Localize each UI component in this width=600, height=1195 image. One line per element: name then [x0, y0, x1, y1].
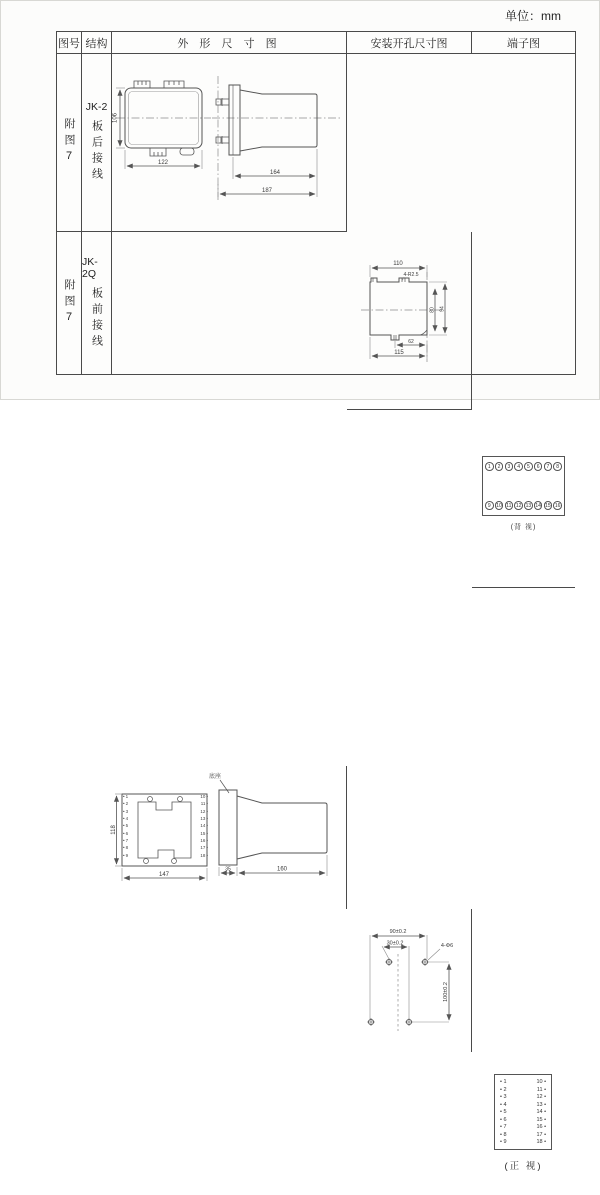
terminal-number: • 3 [500, 1094, 507, 1100]
row2-fig-no-cell [57, 232, 82, 375]
dim-mount-top-width: 110 [393, 261, 403, 267]
label-jk2q-mount-holes: 4-Φ6 [440, 943, 454, 949]
jk2q-terminal-box [494, 1074, 552, 1150]
jk2-side-view [216, 85, 317, 155]
terminal-column-left [500, 1079, 507, 1145]
terminal-number: • 3 [123, 808, 136, 815]
terminal-circle: 5 [524, 462, 533, 471]
dim-jk2q-mount-outer-width: 90±0.2 [389, 929, 407, 935]
dim-mount-bottom-width: 115 [394, 350, 404, 356]
terminal-row-top [485, 462, 562, 471]
terminal-number: • 6 [123, 830, 136, 837]
terminal-number: 17 • [194, 844, 208, 851]
terminal-number: 11 • [536, 1087, 546, 1093]
terminal-number: • 5 [500, 1109, 507, 1115]
row1-model: JK-2 [85, 101, 108, 113]
terminal-number: 13 • [536, 1102, 546, 1108]
terminal-number: 16 • [536, 1124, 546, 1130]
terminal-number: • 1 [500, 1079, 507, 1085]
terminal-circle: 14 [535, 503, 541, 510]
row1-outline-cell [112, 54, 347, 232]
terminal-number: 12 • [194, 808, 208, 815]
terminal-number: 13 • [194, 815, 208, 822]
dim-jk2q-mount-height: 100±0.2 [443, 982, 449, 1002]
terminal-circle: 9 [485, 501, 494, 510]
jk2-cutout-outline [370, 278, 427, 340]
terminal-number: • 7 [123, 837, 136, 844]
terminal-number: 14 • [536, 1109, 546, 1115]
row2-fig-no: 附图7 [63, 279, 75, 328]
terminal-number: 11 • [194, 800, 208, 807]
dim-jk2q-width: 147 [158, 872, 170, 878]
jk2-mounting-drawing [347, 232, 472, 410]
terminal-number: • 9 [500, 1139, 507, 1145]
jk2-terminal-box [482, 456, 565, 516]
header-fig-no: 图号 [57, 32, 82, 54]
terminal-circle: 12 [515, 503, 522, 510]
row1-terminal-cell [472, 410, 575, 588]
header-structure: 结构 [82, 32, 112, 54]
terminal-circle: 7 [544, 462, 553, 471]
row2-mounting-cell [347, 909, 472, 1052]
terminal-view-caption-rear: (背 视) [510, 524, 537, 531]
terminal-number: 15 • [536, 1117, 546, 1123]
row2-structure-cell [82, 232, 112, 375]
jk2-front-view [125, 81, 202, 156]
terminal-circle: 10 [496, 503, 502, 510]
terminal-column-right [536, 1079, 546, 1145]
jk2q-mounting-drawing [347, 909, 472, 1052]
dim-jk2-width: 122 [157, 160, 169, 166]
row1-structure-cell [82, 54, 112, 232]
terminal-circle: 8 [553, 462, 562, 471]
terminal-number: 16 • [194, 837, 208, 844]
header-mounting-dims: 安装开孔尺寸图 [347, 32, 472, 54]
terminal-number: • 7 [500, 1124, 507, 1130]
jk2-outline-drawing [112, 54, 347, 232]
terminal-number: 10 • [194, 793, 208, 800]
terminal-number: • 8 [500, 1132, 507, 1138]
terminal-circle: 15 [545, 503, 551, 510]
terminal-number: • 1 [123, 793, 136, 800]
terminal-number: • 2 [500, 1087, 507, 1093]
terminal-row-bottom [485, 501, 562, 510]
dim-jk2-height: 106 [112, 112, 119, 124]
dim-jk2-depth-total: 187 [261, 188, 273, 194]
terminal-circle: 11 [506, 503, 512, 510]
row2-outline-cell [112, 766, 347, 909]
row1-wiring: 板后接线 [90, 120, 103, 184]
terminal-circle: 13 [525, 503, 532, 510]
terminal-number: 14 • [194, 822, 208, 829]
row2-model: JK-2Q [82, 256, 98, 280]
label-mount-holes: 4-R2.5 [403, 272, 419, 278]
terminal-circle: 2 [495, 462, 504, 471]
terminal-circle: 1 [485, 462, 494, 471]
terminal-number: • 4 [123, 815, 136, 822]
terminal-number: • 5 [123, 822, 136, 829]
jk2q-right-terminal-numbers [194, 793, 208, 859]
dim-jk2q-base-depth: 35 [225, 866, 231, 873]
label-base: 底座 [208, 774, 222, 780]
terminal-circle: 4 [514, 462, 523, 471]
dim-mount-outer-height: 94 [439, 306, 446, 312]
terminal-number: 10 • [536, 1079, 546, 1085]
row2-wiring: 板前接线 [90, 287, 103, 351]
terminal-number: 12 • [536, 1094, 546, 1100]
dim-jk2-depth-inner: 164 [269, 170, 281, 176]
row2-terminal-cell [472, 1052, 575, 1195]
row1-mounting-cell [347, 232, 472, 410]
dim-jk2q-mount-inner-width: 30±0.2 [386, 940, 404, 947]
terminal-number: 18 • [194, 852, 208, 859]
terminal-number: • 2 [123, 800, 136, 807]
terminal-circle: 6 [534, 462, 543, 471]
terminal-number: • 4 [500, 1102, 507, 1108]
dim-mount-inner-height: 80 [429, 307, 436, 313]
terminal-number: • 9 [123, 852, 136, 859]
terminal-number: • 6 [500, 1117, 507, 1123]
row1-fig-no: 附图7 [63, 118, 75, 167]
terminal-number: 15 • [194, 830, 208, 837]
terminal-circle: 16 [554, 503, 561, 510]
terminal-view-caption-front: (正 视) [504, 1161, 543, 1172]
terminal-circle: 3 [505, 462, 514, 471]
terminal-number: 18 • [536, 1139, 546, 1145]
dim-mount-inner-width: 62 [408, 339, 414, 345]
terminal-number: 17 • [536, 1132, 546, 1138]
unit-label: 单位：mm [505, 9, 561, 23]
jk2q-left-terminal-numbers [123, 793, 136, 859]
header-outline-dims: 外 形 尺 寸 图 [112, 32, 347, 54]
terminal-number: • 8 [123, 844, 136, 851]
row1-fig-no-cell [57, 54, 82, 232]
spec-table [56, 31, 576, 1172]
header-terminal-diagram: 端子图 [472, 32, 575, 54]
dim-jk2q-height: 118 [110, 825, 117, 835]
jk2q-side-view [219, 780, 327, 865]
dim-jk2q-body-depth: 160 [276, 866, 288, 873]
jk2q-outline-drawing [112, 766, 347, 909]
